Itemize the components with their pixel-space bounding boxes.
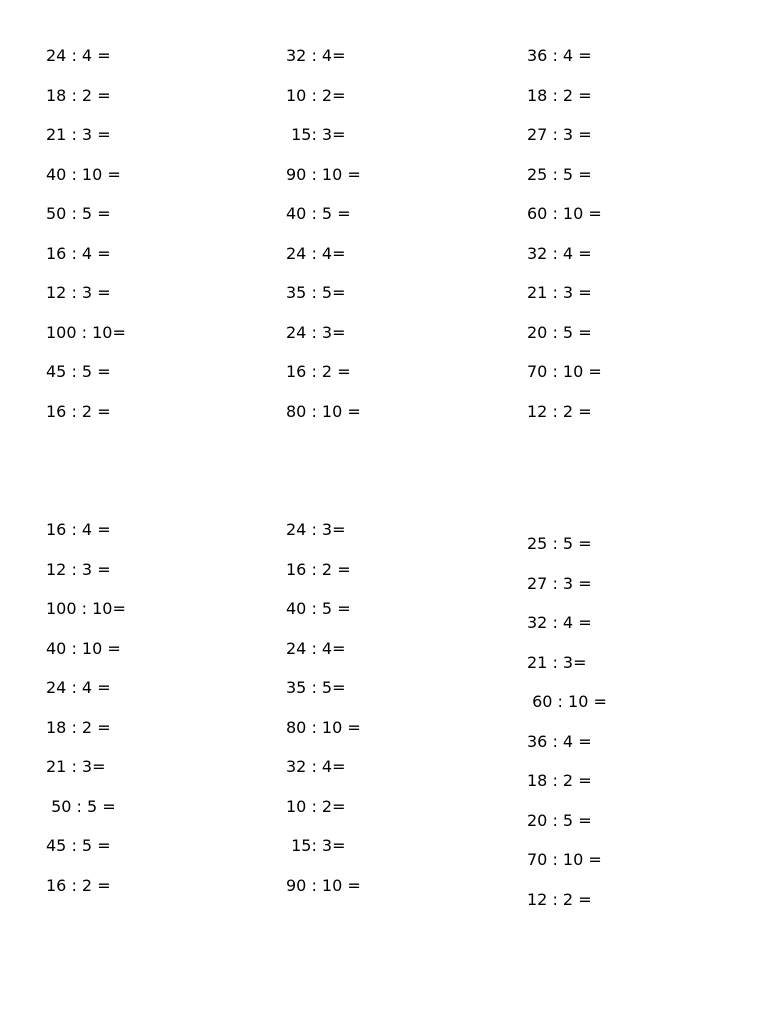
division-problem: 32 : 4 = <box>527 243 592 263</box>
division-problem: 35 : 5= <box>286 678 346 697</box>
division-problem: 35 : 5= <box>286 283 346 302</box>
division-problem: 18 : 2 = <box>527 771 592 790</box>
division-problem: 25 : 5 = <box>527 164 592 184</box>
division-problem: 16 : 2 = <box>286 362 351 381</box>
section-1-column-2 <box>286 45 361 440</box>
division-problem: 32 : 4= <box>286 757 346 776</box>
section-2-column-1 <box>46 519 126 914</box>
division-problem: 24 : 4= <box>286 638 346 658</box>
section-2-column-3 <box>527 533 607 928</box>
division-problem: 90 : 10 = <box>286 875 361 895</box>
division-problem: 50 : 5 = <box>46 204 111 223</box>
division-problem: 25 : 5 = <box>527 534 592 553</box>
division-problem: 80 : 10 = <box>286 717 361 737</box>
division-problem: 27 : 3 = <box>527 573 592 593</box>
division-problem: 27 : 3 = <box>527 125 592 144</box>
division-problem: 45 : 5 = <box>46 362 111 381</box>
division-problem: 60 : 10 = <box>527 204 602 223</box>
division-problem: 15: 3= <box>286 836 346 855</box>
division-problem: 36 : 4 = <box>527 46 592 65</box>
section-1-column-3 <box>527 45 602 440</box>
division-problem: 18 : 2 = <box>46 717 111 737</box>
division-problem: 60 : 10 = <box>527 692 607 711</box>
division-problem: 16 : 2 = <box>286 559 351 579</box>
division-problem: 21 : 3= <box>527 652 587 672</box>
division-problem: 100 : 10= <box>46 322 126 342</box>
division-problem: 24 : 4 = <box>46 678 111 697</box>
division-problem: 20 : 5 = <box>527 322 592 342</box>
division-problem: 16 : 2 = <box>46 875 111 895</box>
division-problem: 40 : 5 = <box>286 599 351 618</box>
division-problem: 40 : 10 = <box>46 638 121 658</box>
division-problem: 24 : 3= <box>286 322 346 342</box>
division-problem: 16 : 2 = <box>46 401 111 421</box>
division-problem: 15: 3= <box>286 125 346 144</box>
division-problem: 70 : 10 = <box>527 362 602 381</box>
division-problem: 21 : 3= <box>46 757 106 776</box>
section-2-column-2 <box>286 519 361 914</box>
section-1-column-1 <box>46 45 126 440</box>
division-problem: 24 : 4 = <box>46 46 111 65</box>
division-problem: 16 : 4 = <box>46 243 111 263</box>
division-problem: 36 : 4 = <box>527 731 592 751</box>
division-problem: 70 : 10 = <box>527 850 602 869</box>
division-problem: 16 : 4 = <box>46 520 111 539</box>
division-problem: 21 : 3 = <box>46 125 111 144</box>
division-problem: 12 : 2 = <box>527 401 592 421</box>
division-problem: 12 : 2 = <box>527 889 592 909</box>
division-problem: 21 : 3 = <box>527 283 592 302</box>
division-problem: 18 : 2 = <box>527 85 592 105</box>
division-problem: 32 : 4= <box>286 46 346 65</box>
division-problem: 50 : 5 = <box>46 796 116 816</box>
division-problem: 24 : 3= <box>286 520 346 539</box>
division-problem: 24 : 4= <box>286 243 346 263</box>
division-problem: 40 : 5 = <box>286 204 351 223</box>
division-problem: 18 : 2 = <box>46 85 111 105</box>
division-problem: 32 : 4 = <box>527 613 592 632</box>
division-problem: 10 : 2= <box>286 796 346 816</box>
division-problem: 40 : 10 = <box>46 164 121 184</box>
division-problem: 12 : 3 = <box>46 559 111 579</box>
division-problem: 10 : 2= <box>286 85 346 105</box>
division-problem: 45 : 5 = <box>46 836 111 855</box>
division-problem: 90 : 10 = <box>286 164 361 184</box>
division-problem: 80 : 10 = <box>286 401 361 421</box>
division-problem: 100 : 10= <box>46 599 126 618</box>
division-problem: 12 : 3 = <box>46 283 111 302</box>
division-problem: 20 : 5 = <box>527 810 592 830</box>
